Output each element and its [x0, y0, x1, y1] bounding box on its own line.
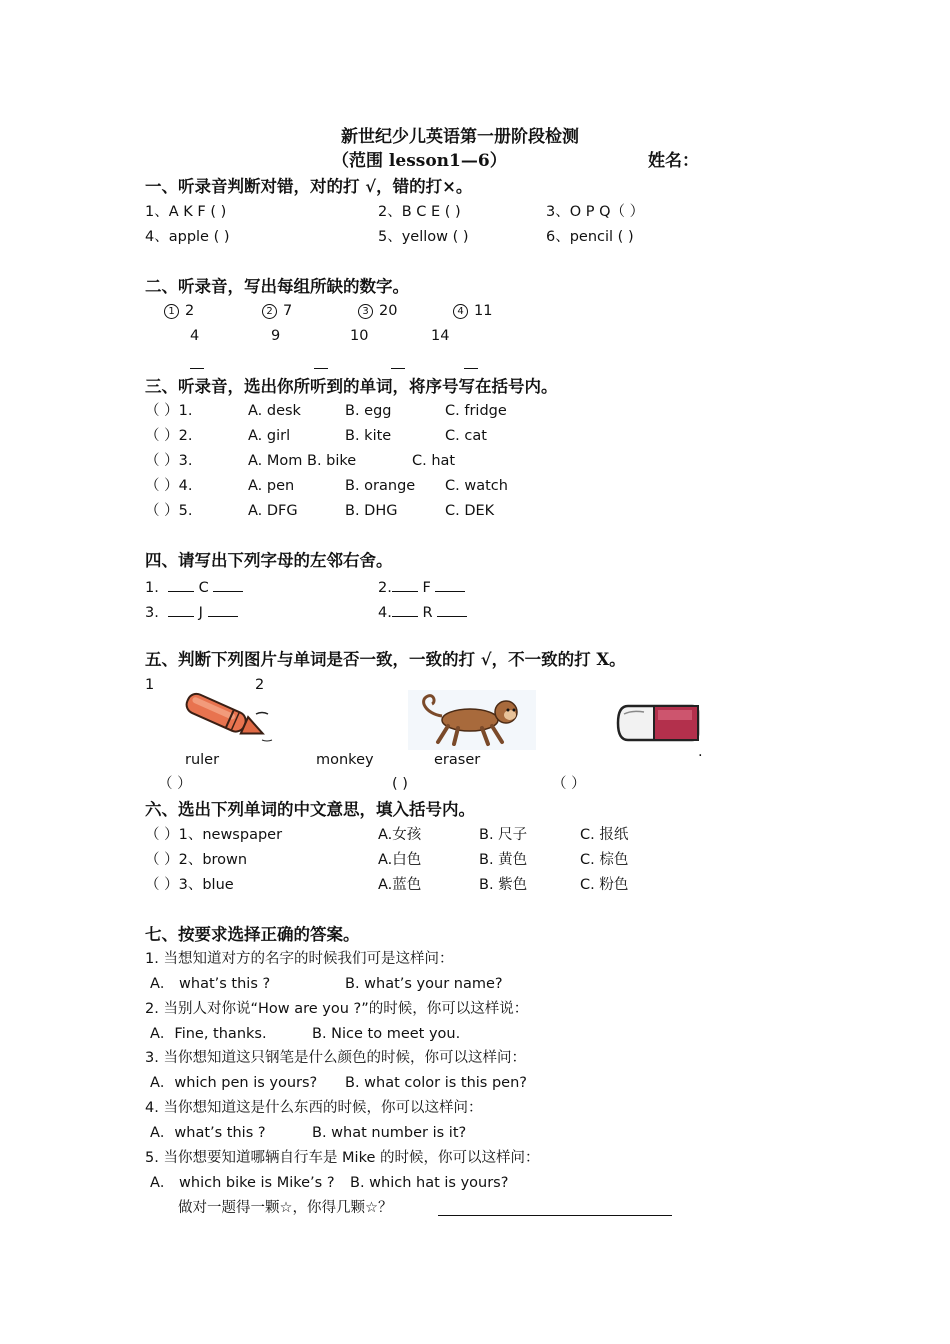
answer-blank[interactable] — [464, 368, 478, 369]
s2-value: 20 — [379, 303, 398, 319]
s4-letter: R — [422, 605, 433, 621]
s3-option-c: C. cat — [445, 428, 487, 444]
s7-question-5: 5. 当你想要知道哪辆自行车是 Mike 的时候，你可以这样问： — [145, 1150, 540, 1166]
crayon-picture — [178, 690, 280, 750]
s7-q3-option-a: A．which pen is yours? — [150, 1075, 318, 1091]
s4-letter: J — [198, 605, 203, 621]
circled-number: 4 — [453, 304, 468, 319]
eraser-picture — [614, 700, 704, 744]
s5-word-ruler: ruler — [185, 752, 220, 768]
s3-option-a: A. girl — [248, 428, 291, 444]
circled-number: 1 — [164, 304, 179, 319]
s3-option-ab: A. Mom B. bike — [248, 453, 357, 469]
s3-paren: （ ）5. — [145, 503, 193, 519]
s2-value: 11 — [474, 303, 493, 319]
s2-value: 7 — [283, 303, 293, 319]
s6-option-c: C. 棕色 — [580, 852, 629, 868]
s3-option-b: B. kite — [345, 428, 392, 444]
s3-option-b: B. DHG — [345, 503, 398, 519]
s7-q5-option-a: A． which bike is Mike’s ? — [150, 1175, 335, 1191]
section-7-heading: 七、按要求选择正确的答案。 — [145, 925, 360, 944]
answer-blank[interactable] — [168, 602, 194, 617]
s6-option-c: C. 报纸 — [580, 827, 629, 843]
answer-blank[interactable] — [190, 368, 204, 369]
s5-word-eraser: eraser — [434, 752, 481, 768]
score-prompt: 做对一题得一颗☆，你得几颗☆？ — [178, 1200, 393, 1216]
s1-item-3: 3、O P Q（ ） — [546, 204, 645, 220]
answer-blank[interactable] — [314, 368, 328, 369]
answer-blank[interactable] — [391, 368, 405, 369]
s3-option-b: B. egg — [345, 403, 392, 419]
circled-number: 2 — [262, 304, 277, 319]
s7-q4-option-b: B. what number is it? — [312, 1125, 467, 1141]
s4-item-3 — [145, 602, 238, 622]
section-4-heading: 四、请写出下列字母的左邻右舍。 — [145, 551, 393, 570]
answer-blank[interactable] — [213, 577, 243, 592]
score-answer-line[interactable] — [438, 1215, 672, 1216]
s3-paren: （ ）3. — [145, 453, 193, 469]
s3-option-a: A. desk — [248, 403, 301, 419]
s2-value: 10 — [350, 328, 369, 344]
s5-paren-3: （ ） — [552, 776, 586, 792]
s4-item-2 — [378, 577, 465, 597]
s6-option-b: B. 尺子 — [479, 827, 528, 843]
test-range: （范围 lesson1—6） — [332, 151, 507, 171]
section-6-heading: 六、选出下列单词的中文意思，填入括号内。 — [145, 800, 475, 819]
s3-paren: （ ）4. — [145, 478, 193, 494]
s2-group-4 — [453, 302, 492, 320]
s1-item-2: 2、B C E ( ) — [378, 204, 461, 220]
s7-question-4: 4. 当你想知道这是什么东西的时候，你可以这样问： — [145, 1100, 483, 1116]
section-2-heading: 二、听录音，写出每组所缺的数字。 — [145, 277, 409, 296]
s2-value: 14 — [431, 328, 450, 344]
page-title: 新世纪少儿英语第一册阶段检测 — [341, 127, 579, 147]
s6-question: （ ）2、brown — [145, 852, 248, 868]
s1-item-5: 5、yellow ( ) — [378, 229, 469, 245]
monkey-picture — [408, 690, 536, 750]
stray-dot: . — [698, 744, 703, 760]
s5-paren-2: ( ) — [392, 776, 408, 792]
s7-q1-option-b: B. what’s your name? — [345, 976, 503, 992]
s1-item-1: 1、A K F ( ) — [145, 204, 227, 220]
s7-q3-option-b: B. what color is this pen? — [345, 1075, 527, 1091]
s1-item-6: 6、pencil ( ) — [546, 229, 634, 245]
s2-group-1 — [164, 302, 194, 320]
s3-option-b: B. orange — [345, 478, 416, 494]
s7-q2-option-b: B. Nice to meet you. — [312, 1026, 461, 1042]
answer-blank[interactable] — [392, 577, 418, 592]
s6-option-b: B. 黄色 — [479, 852, 528, 868]
s3-paren: （ ）2. — [145, 428, 193, 444]
circled-number: 3 — [358, 304, 373, 319]
s7-question-2: 2. 当别人对你说“How are you ?”的时候，你可以这样说： — [145, 1001, 529, 1017]
s2-value: 4 — [190, 328, 200, 344]
s5-paren-1: （ ） — [158, 776, 192, 792]
s2-value: 2 — [185, 303, 195, 319]
s4-num: 2. — [378, 580, 392, 596]
s7-q2-option-a: A．Fine, thanks. — [150, 1026, 267, 1042]
s6-option-a: A.女孩 — [378, 827, 422, 843]
s7-q5-option-b: B. which hat is yours? — [350, 1175, 509, 1191]
s4-letter: C — [198, 580, 209, 596]
s5-num-1: 1 — [145, 677, 155, 693]
s6-option-a: A.白色 — [378, 852, 422, 868]
s5-num-2: 2 — [255, 677, 265, 693]
s6-option-c: C. 粉色 — [580, 877, 629, 893]
section-3-heading: 三、听录音，选出你所听到的单词，将序号写在括号内。 — [145, 377, 558, 396]
answer-blank[interactable] — [437, 602, 467, 617]
s3-option-c: C. DEK — [445, 503, 495, 519]
s5-word-monkey: monkey — [316, 752, 374, 768]
s7-q4-option-a: A．what’s this ? — [150, 1125, 266, 1141]
s6-question: （ ）3、blue — [145, 877, 234, 893]
s6-question: （ ）1、newspaper — [145, 827, 283, 843]
s3-option-a: A. DFG — [248, 503, 298, 519]
name-label: 姓名： — [648, 151, 699, 171]
s3-option-c: C. fridge — [445, 403, 507, 419]
s2-value: 9 — [271, 328, 281, 344]
s3-option-c: C. hat — [412, 453, 456, 469]
section-1-heading: 一、听录音判断对错，对的打 √，错的打×。 — [145, 177, 473, 196]
s3-paren: （ ）1. — [145, 403, 193, 419]
s6-option-b: B. 紫色 — [479, 877, 528, 893]
s4-item-1 — [145, 577, 243, 597]
s7-q1-option-a: A． what’s this ? — [150, 976, 271, 992]
s4-num: 4. — [378, 605, 392, 621]
s3-option-c: C. watch — [445, 478, 508, 494]
answer-blank[interactable] — [392, 602, 418, 617]
s4-num: 3. — [145, 605, 159, 621]
s1-item-4: 4、apple ( ) — [145, 229, 230, 245]
s2-group-3 — [358, 302, 397, 320]
answer-blank[interactable] — [168, 577, 194, 592]
s4-num: 1. — [145, 580, 159, 596]
s4-letter: F — [422, 580, 431, 596]
answer-blank[interactable] — [208, 602, 238, 617]
section-5-heading: 五、判断下列图片与单词是否一致，一致的打 √，不一致的打 X。 — [145, 650, 626, 669]
s4-item-4 — [378, 602, 467, 622]
s3-option-a: A. pen — [248, 478, 295, 494]
s7-question-3: 3. 当你想知道这只钢笔是什么颜色的时候，你可以这样问： — [145, 1050, 526, 1066]
s2-group-2 — [262, 302, 292, 320]
answer-blank[interactable] — [435, 577, 465, 592]
s7-question-1: 1. 当想知道对方的名字的时候我们可是这样问： — [145, 951, 454, 967]
s6-option-a: A.蓝色 — [378, 877, 422, 893]
